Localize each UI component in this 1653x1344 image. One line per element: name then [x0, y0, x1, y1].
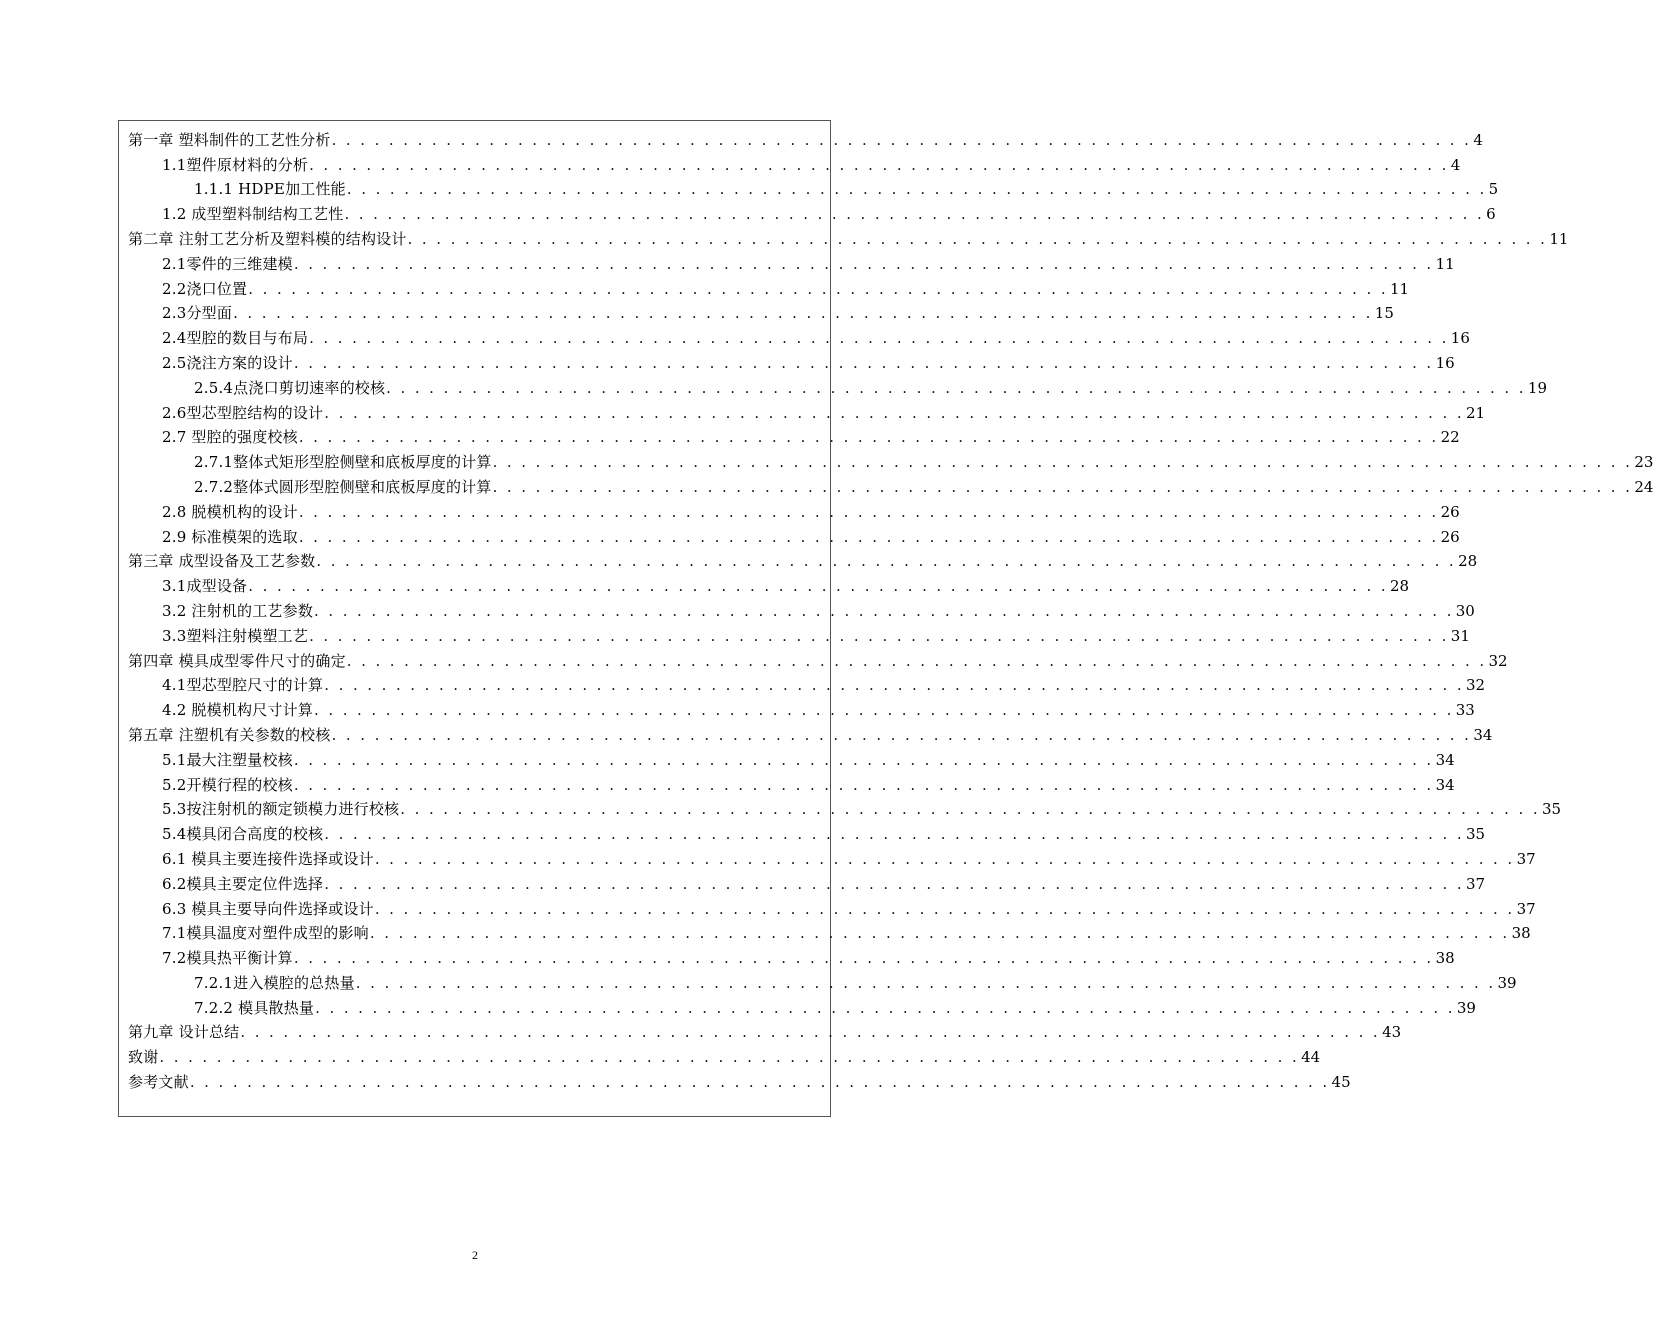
toc-dot-leader: . . . . . . . . . . . . . . . . . . . . . . . . . . . . . . . . . . . . . . . . . . . . . . . . . . . . . . . . . . . . . . . . . . . . . . . . . . . . . . . . [374, 849, 1515, 868]
toc-entry-page-number: 35 [1466, 825, 1486, 844]
toc-entry-title: 1.2 成型塑料制结构工艺性 [162, 205, 344, 224]
toc-dot-leader: . . . . . . . . . . . . . . . . . . . . . . . . . . . . . . . . . . . . . . . . . . . . . . . . . . . . . . . . . . . . . . . . . . . . . . . . . . . . . . . . [309, 626, 1449, 645]
toc-entry[interactable] [128, 175, 1499, 200]
toc-entry-title: 2.7.2整体式圆形型腔侧壁和底板厚度的计算 [194, 477, 492, 496]
toc-entry-title: 7.2模具热平衡计算 [162, 949, 293, 968]
toc-entry[interactable] [128, 423, 1460, 448]
toc-entry[interactable] [128, 150, 1461, 175]
toc-entry-page-number: 32 [1466, 676, 1486, 695]
toc-entry-page-number: 37 [1466, 874, 1486, 893]
toc-dot-leader: . . . . . . . . . . . . . . . . . . . . . . . . . . . . . . . . . . . . . . . . . . . . . . . . . . . . . . . . . . . . . . . . . . . . . . . . . . . . . . . . [293, 949, 1434, 968]
toc-entry-page-number: 26 [1440, 502, 1460, 521]
toc-entry-title: 3.1成型设备 [162, 577, 248, 596]
toc-entry[interactable] [128, 472, 1653, 497]
toc-entry[interactable] [128, 299, 1394, 324]
toc-entry-title: 第九章 设计总结 [128, 1023, 240, 1042]
toc-entry-title: 第一章 塑料制件的工艺性分析 [128, 130, 331, 149]
toc-dot-leader: . . . . . . . . . . . . . . . . . . . . . . . . . . . . . . . . . . . . . . . . . . . . . . . . . . . . . . . . . . . . . . . . . . . . . . . . . . . . . . . . [331, 725, 1472, 744]
toc-entry-page-number: 39 [1456, 998, 1476, 1017]
toc-entry-page-number: 37 [1516, 899, 1536, 918]
toc-entry[interactable] [128, 919, 1531, 944]
toc-entry[interactable] [128, 323, 1470, 348]
toc-dot-leader: . . . . . . . . . . . . . . . . . . . . . . . . . . . . . . . . . . . . . . . . . . . . . . . . . . . . . . . . . . . . . . . . . . . . . . . . . . . . . . . . [386, 378, 1526, 397]
toc-entry-page-number: 11 [1549, 229, 1569, 248]
toc-dot-leader: . . . . . . . . . . . . . . . . . . . . . . . . . . . . . . . . . . . . . . . . . . . . . . . . . . . . . . . . . . . . . . . . . . . . . . . . . . . . . . . . [298, 527, 1439, 546]
toc-entry[interactable] [128, 819, 1486, 844]
toc-dot-leader: . . . . . . . . . . . . . . . . . . . . . . . . . . . . . . . . . . . . . . . . . . . . . . . . . . . . . . . . . . . . . . . . . . . . . . . . . . . . . . . . [346, 180, 1487, 199]
toc-entry-title: 2.4型腔的数目与布局 [162, 329, 309, 348]
toc-entry-page-number: 39 [1497, 973, 1517, 992]
toc-entry-title: 第五章 注塑机有关参数的校核 [128, 725, 331, 744]
toc-entry-page-number: 15 [1374, 304, 1394, 323]
toc-entry-title: 7.2.1进入模腔的总热量 [194, 973, 355, 992]
toc-dot-leader: . . . . . . . . . . . . . . . . . . . . . . . . . . . . . . . . . . . . . . . . . . . . . . . . . . . . . . . . . . . . . . . . . . . . . . . . . . . . . . . . [309, 155, 1449, 174]
toc-entry[interactable] [128, 348, 1455, 373]
toc-dot-leader: . . . . . . . . . . . . . . . . . . . . . . . . . . . . . . . . . . . . . . . . . . . . . . . . . . . . . . . . . . . . . . . . . . . . . . . . . . . . . . . . [293, 254, 1434, 273]
toc-entry-title: 2.3分型面 [162, 304, 233, 323]
toc-entry-page-number: 34 [1435, 750, 1455, 769]
toc-entry[interactable] [128, 720, 1493, 745]
toc-entry[interactable] [128, 621, 1470, 646]
toc-entry-page-number: 23 [1634, 453, 1653, 472]
toc-entry-title: 7.2.2 模具散热量 [194, 998, 315, 1017]
toc-entry-page-number: 34 [1435, 775, 1455, 794]
toc-entry-page-number: 34 [1473, 725, 1493, 744]
toc-dot-leader: . . . . . . . . . . . . . . . . . . . . . . . . . . . . . . . . . . . . . . . . . . . . . . . . . . . . . . . . . . . . . . . . . . . . . . . . . . . . . . . . [400, 800, 1540, 819]
toc-entry-page-number: 38 [1511, 924, 1531, 943]
toc-dot-leader: . . . . . . . . . . . . . . . . . . . . . . . . . . . . . . . . . . . . . . . . . . . . . . . . . . . . . . . . . . . . . . . . . . . . . . . . . . . . . . . . [355, 973, 1496, 992]
toc-entry[interactable] [128, 447, 1653, 472]
toc-dot-leader: . . . . . . . . . . . . . . . . . . . . . . . . . . . . . . . . . . . . . . . . . . . . . . . . . . . . . . . . . . . . . . . . . . . . . . . . . . . . . . . . [346, 651, 1487, 670]
toc-entry-title: 2.5浇注方案的设计 [162, 353, 293, 372]
toc-entry-page-number: 26 [1440, 527, 1460, 546]
toc-entry-title: 6.1 模具主要连接件选择或设计 [162, 849, 374, 868]
toc-entry[interactable] [128, 943, 1455, 968]
toc-dot-leader: . . . . . . . . . . . . . . . . . . . . . . . . . . . . . . . . . . . . . . . . . . . . . . . . . . . . . . . . . . . . . . . . . . . . . . . . . . . . . . . . [374, 899, 1515, 918]
toc-entry-title: 2.8 脱模机构的设计 [162, 502, 298, 521]
toc-entry[interactable] [128, 199, 1496, 224]
toc-entry[interactable] [128, 547, 1478, 572]
toc-entry-page-number: 4 [1450, 155, 1461, 174]
toc-dot-leader: . . . . . . . . . . . . . . . . . . . . . . . . . . . . . . . . . . . . . . . . . . . . . . . . . . . . . . . . . . . . . . . . . . . . . . . . . . . . . . . . [324, 676, 1464, 695]
toc-entry-page-number: 4 [1473, 130, 1483, 149]
toc-entry[interactable] [128, 522, 1460, 547]
toc-entry-title: 5.4模具闭合高度的校核 [162, 825, 324, 844]
page-number: 2 [472, 1248, 478, 1262]
table-of-contents-box [118, 120, 1653, 1117]
toc-dot-leader: . . . . . . . . . . . . . . . . . . . . . . . . . . . . . . . . . . . . . . . . . . . . . . . . . . . . . . . . . . . . . . . . . . . . . . . . . . . . . . . . [407, 229, 1548, 248]
toc-dot-leader: . . . . . . . . . . . . . . . . . . . . . . . . . . . . . . . . . . . . . . . . . . . . . . . . . . . . . . . . . . . . . . . . . . . . . . . . . . . . . . . . [324, 874, 1464, 893]
toc-entry[interactable] [128, 596, 1475, 621]
toc-entry-title: 2.7 型腔的强度校核 [162, 428, 298, 447]
toc-entry[interactable] [128, 571, 1410, 596]
toc-dot-leader: . . . . . . . . . . . . . . . . . . . . . . . . . . . . . . . . . . . . . . . . . . . . . . . . . . . . . . . . . . . . . . . . . . . . . . . . . . . . . . . . [369, 924, 1510, 943]
toc-dot-leader: . . . . . . . . . . . . . . . . . . . . . . . . . . . . . . . . . . . . . . . . . . . . . . . . . . . . . . . . . . . . . . . . . . . . . . . . . . . . . . . . [324, 825, 1464, 844]
toc-entry[interactable] [128, 1067, 1351, 1092]
toc-entry-title: 参考文献 [128, 1073, 189, 1092]
toc-entry[interactable] [128, 671, 1486, 696]
toc-entry[interactable] [128, 869, 1486, 894]
toc-entry[interactable] [128, 224, 1569, 249]
toc-entry-title: 2.2浇口位置 [162, 279, 248, 298]
toc-dot-leader: . . . . . . . . . . . . . . . . . . . . . . . . . . . . . . . . . . . . . . . . . . . . . . . . . . . . . . . . . . . . . . . . . . . . . . . . . . . . . . . . [315, 998, 1455, 1017]
toc-entry-page-number: 6 [1486, 205, 1496, 224]
toc-entry-page-number: 37 [1516, 849, 1536, 868]
toc-entry-title: 2.7.1整体式矩形型腔侧壁和底板厚度的计算 [194, 453, 492, 472]
toc-entry-title: 3.3塑料注射模塑工艺 [162, 626, 309, 645]
toc-dot-leader: . . . . . . . . . . . . . . . . . . . . . . . . . . . . . . . . . . . . . . . . . . . . . . . . . . . . . . . . . . . . . . . . . . . . . . . . . . . . . . . . [248, 279, 1388, 298]
toc-dot-leader: . . . . . . . . . . . . . . . . . . . . . . . . . . . . . . . . . . . . . . . . . . . . . . . . . . . . . . . . . . . . . . . . . . . . . . . . . . . . . . . . [324, 403, 1464, 422]
toc-entry-page-number: 28 [1390, 577, 1410, 596]
toc-entry-title: 1.1.1 HDPE加工性能 [194, 180, 346, 199]
toc-entry-page-number: 11 [1435, 254, 1455, 273]
toc-entry[interactable] [128, 497, 1460, 522]
toc-entry-title: 6.2模具主要定位件选择 [162, 874, 324, 893]
toc-dot-leader: . . . . . . . . . . . . . . . . . . . . . . . . . . . . . . . . . . . . . . . . . . . . . . . . . . . . . . . . . . . . . . . . . . . . . . . . . . . . . . . . [159, 1048, 1300, 1067]
toc-entry[interactable] [128, 274, 1410, 299]
toc-entry[interactable] [128, 770, 1455, 795]
toc-dot-leader: . . . . . . . . . . . . . . . . . . . . . . . . . . . . . . . . . . . . . . . . . . . . . . . . . . . . . . . . . . . . . . . . . . . . . . . . . . . . . . . . [314, 601, 1454, 620]
toc-entry-title: 1.1塑件原材料的分析 [162, 155, 309, 174]
toc-dot-leader: . . . . . . . . . . . . . . . . . . . . . . . . . . . . . . . . . . . . . . . . . . . . . . . . . . . . . . . . . . . . . . . . . . . . . . . . . . . . . . . . [298, 502, 1439, 521]
toc-entry-title: 2.1零件的三维建模 [162, 254, 293, 273]
toc-dot-leader: . . . . . . . . . . . . . . . . . . . . . . . . . . . . . . . . . . . . . . . . . . . . . . . . . . . . . . . . . . . . . . . . . . . . . . . . . . . . . . . . [240, 1023, 1381, 1042]
toc-entry-page-number: 24 [1634, 477, 1653, 496]
toc-dot-leader: . . . . . . . . . . . . . . . . . . . . . . . . . . . . . . . . . . . . . . . . . . . . . . . . . . . . . . . . . . . . . . . . . . . . . . . . . . . . . . . . [293, 750, 1434, 769]
toc-dot-leader: . . . . . . . . . . . . . . . . . . . . . . . . . . . . . . . . . . . . . . . . . . . . . . . . . . . . . . . . . . . . . . . . . . . . . . . . . . . . . . . . [492, 453, 1633, 472]
toc-entry-page-number: 30 [1455, 601, 1475, 620]
toc-entry-page-number: 16 [1435, 353, 1455, 372]
toc-entry-title: 4.2 脱模机构尺寸计算 [162, 701, 314, 720]
toc-entry-title: 7.1模具温度对塑件成型的影响 [162, 924, 369, 943]
toc-dot-leader: . . . . . . . . . . . . . . . . . . . . . . . . . . . . . . . . . . . . . . . . . . . . . . . . . . . . . . . . . . . . . . . . . . . . . . . . . . . . . . . . [314, 701, 1454, 720]
toc-entry-page-number: 22 [1440, 428, 1460, 447]
toc-entry-page-number: 11 [1390, 279, 1410, 298]
toc-entry[interactable] [128, 968, 1517, 993]
toc-dot-leader: . . . . . . . . . . . . . . . . . . . . . . . . . . . . . . . . . . . . . . . . . . . . . . . . . . . . . . . . . . . . . . . . . . . . . . . . . . . . . . . . [309, 329, 1449, 348]
toc-entry[interactable] [128, 646, 1508, 671]
toc-entry-title: 致谢 [128, 1048, 159, 1067]
toc-entry-page-number: 16 [1450, 329, 1470, 348]
toc-dot-leader: . . . . . . . . . . . . . . . . . . . . . . . . . . . . . . . . . . . . . . . . . . . . . . . . . . . . . . . . . . . . . . . . . . . . . . . . . . . . . . . . [189, 1073, 1330, 1092]
toc-entry-page-number: 28 [1458, 552, 1478, 571]
toc-dot-leader: . . . . . . . . . . . . . . . . . . . . . . . . . . . . . . . . . . . . . . . . . . . . . . . . . . . . . . . . . . . . . . . . . . . . . . . . . . . . . . . . [344, 205, 1485, 224]
toc-entry-title: 2.5.4点浇口剪切速率的校核 [194, 378, 386, 397]
toc-entry-page-number: 33 [1455, 701, 1475, 720]
toc-entry[interactable] [128, 993, 1476, 1018]
toc-entry-title: 4.1型芯型腔尺寸的计算 [162, 676, 324, 695]
toc-entry[interactable] [128, 1018, 1402, 1043]
toc-entry[interactable] [128, 695, 1475, 720]
toc-entry-page-number: 5 [1488, 180, 1499, 199]
toc-entry-page-number: 44 [1301, 1048, 1321, 1067]
toc-dot-leader: . . . . . . . . . . . . . . . . . . . . . . . . . . . . . . . . . . . . . . . . . . . . . . . . . . . . . . . . . . . . . . . . . . . . . . . . . . . . . . . . [492, 477, 1633, 496]
toc-entry-title: 第三章 成型设备及工艺参数 [128, 552, 316, 571]
toc-entry-page-number: 43 [1382, 1023, 1402, 1042]
toc-entry[interactable] [128, 844, 1536, 869]
toc-entry[interactable] [128, 894, 1536, 919]
toc-entry[interactable] [128, 125, 1483, 150]
toc-entry-title: 2.6型芯型腔结构的设计 [162, 403, 324, 422]
toc-entry-page-number: 31 [1450, 626, 1470, 645]
toc-dot-leader: . . . . . . . . . . . . . . . . . . . . . . . . . . . . . . . . . . . . . . . . . . . . . . . . . . . . . . . . . . . . . . . . . . . . . . . . . . . . . . . . [331, 130, 1472, 149]
toc-entry[interactable] [128, 745, 1455, 770]
toc-dot-leader: . . . . . . . . . . . . . . . . . . . . . . . . . . . . . . . . . . . . . . . . . . . . . . . . . . . . . . . . . . . . . . . . . . . . . . . . . . . . . . . . [248, 577, 1388, 596]
toc-entry-title: 6.3 模具主要导向件选择或设计 [162, 899, 374, 918]
toc-entry-page-number: 38 [1435, 949, 1455, 968]
toc-entry-page-number: 19 [1527, 378, 1547, 397]
toc-entry-title: 5.1最大注塑量校核 [162, 750, 293, 769]
toc-entry[interactable] [128, 795, 1562, 820]
toc-dot-leader: . . . . . . . . . . . . . . . . . . . . . . . . . . . . . . . . . . . . . . . . . . . . . . . . . . . . . . . . . . . . . . . . . . . . . . . . . . . . . . . . [293, 775, 1434, 794]
toc-entry[interactable] [128, 398, 1486, 423]
toc-list [128, 125, 1653, 1092]
toc-entry-title: 2.9 标准模架的选取 [162, 527, 298, 546]
toc-entry-page-number: 32 [1488, 651, 1508, 670]
toc-entry-title: 3.2 注射机的工艺参数 [162, 601, 314, 620]
toc-entry-page-number: 45 [1331, 1073, 1351, 1092]
toc-dot-leader: . . . . . . . . . . . . . . . . . . . . . . . . . . . . . . . . . . . . . . . . . . . . . . . . . . . . . . . . . . . . . . . . . . . . . . . . . . . . . . . . [316, 552, 1457, 571]
toc-entry-title: 第四章 模具成型零件尺寸的确定 [128, 651, 346, 670]
toc-entry-page-number: 21 [1466, 403, 1486, 422]
toc-entry[interactable] [128, 1042, 1321, 1067]
toc-entry[interactable] [128, 373, 1547, 398]
toc-entry-title: 5.2开模行程的校核 [162, 775, 293, 794]
toc-dot-leader: . . . . . . . . . . . . . . . . . . . . . . . . . . . . . . . . . . . . . . . . . . . . . . . . . . . . . . . . . . . . . . . . . . . . . . . . . . . . . . . . [233, 304, 1373, 323]
toc-entry-page-number: 35 [1542, 800, 1562, 819]
toc-dot-leader: . . . . . . . . . . . . . . . . . . . . . . . . . . . . . . . . . . . . . . . . . . . . . . . . . . . . . . . . . . . . . . . . . . . . . . . . . . . . . . . . [293, 353, 1434, 372]
toc-entry-title: 5.3按注射机的额定锁模力进行校核 [162, 800, 400, 819]
toc-entry-title: 第二章 注射工艺分析及塑料模的结构设计 [128, 229, 407, 248]
toc-entry[interactable] [128, 249, 1455, 274]
toc-dot-leader: . . . . . . . . . . . . . . . . . . . . . . . . . . . . . . . . . . . . . . . . . . . . . . . . . . . . . . . . . . . . . . . . . . . . . . . . . . . . . . . . [298, 428, 1439, 447]
